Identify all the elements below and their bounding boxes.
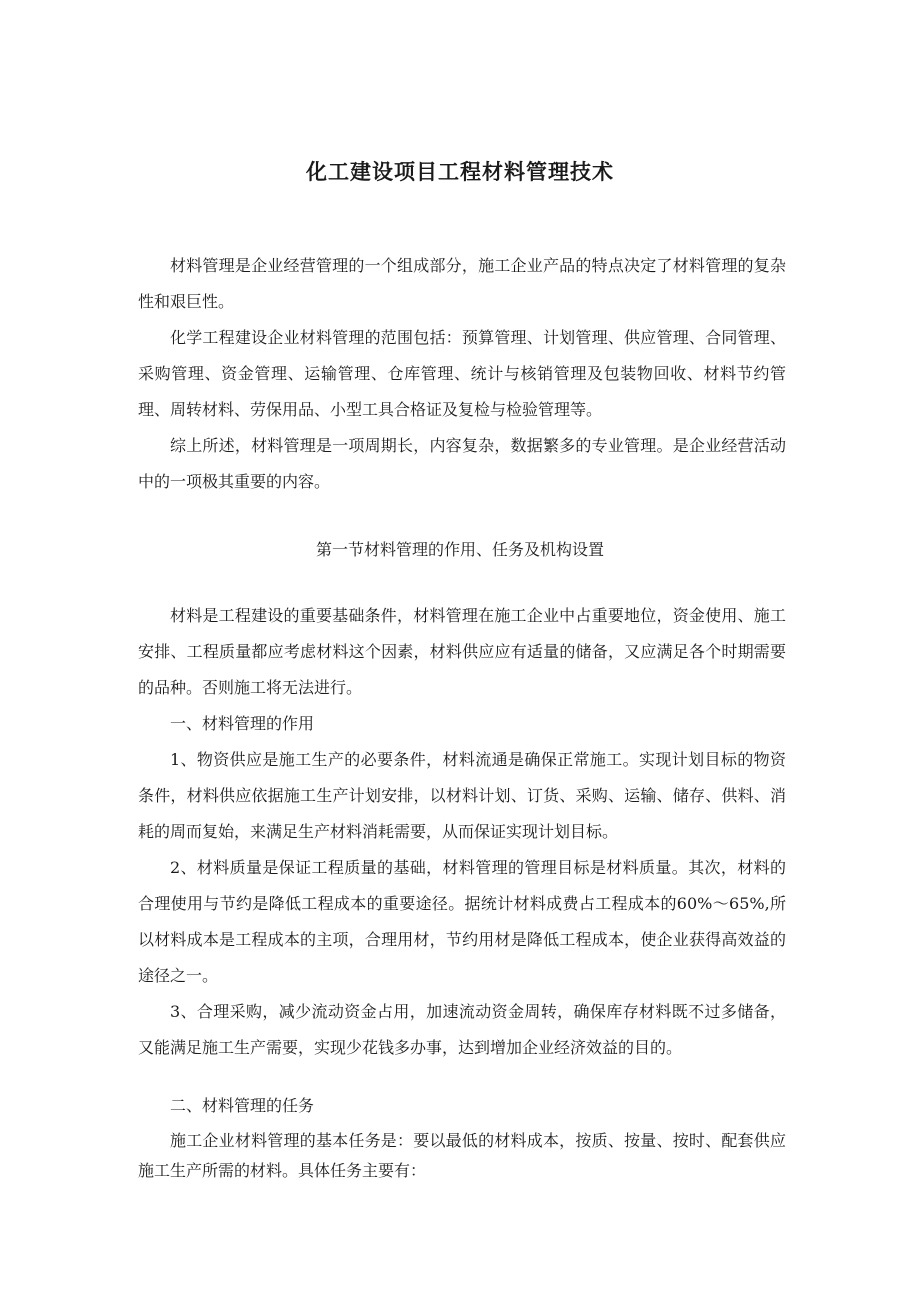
document-title: 化工建设项目工程材料管理技术	[306, 160, 614, 184]
role-item-3: 3、合理采购，减少流动资金占用，加速流动资金周转，确保库存材料既不过多储备，又能满足施工生产需要，实现少花钱多办事，达到增加企业经济效益的目的。	[138, 1002, 786, 1057]
role-heading: 一、材料管理的作用	[170, 714, 315, 733]
task-heading: 二、材料管理的任务	[170, 1096, 315, 1115]
role-item-2: 2、材料质量是保证工程质量的基础，材料管理的管理目标是材料质量。其次，材料的合理使用与节约是降低工程成本的重要途径。据统计材料成费占工程成本的60%～65%,所以材料成本是工程成本的主项，合理用材，节约用材是降低工程成本，使企业获得高效益的途径之一。	[138, 858, 786, 985]
intro-paragraph-2: 化学工程建设企业材料管理的范围包括：预算管理、计划管理、供应管理、合同管理、采购管理、资金管理、运输管理、仓库管理、统计与核销管理及包装物回收、材料节约管理、周转材料、劳保用品、小型工具合格证及复检与检验管理等。	[138, 328, 786, 419]
intro-paragraph-1: 材料管理是企业经营管理的一个组成部分，施工企业产品的特点决定了材料管理的复杂性和艰巨性。	[138, 256, 786, 311]
role-item-1: 1、物资供应是施工生产的必要条件，材料流通是确保正常施工。实现计划目标的物资条件，材料供应依据施工生产计划安排，以材料计划、订货、采购、运输、储存、供料、消耗的周而复始，来满足生产材料消耗需要，从而保证实现计划目标。	[138, 750, 786, 841]
section-title: 第一节材料管理的作用、任务及机构设置	[315, 540, 604, 559]
intro-paragraph-3: 综上所述，材料管理是一项周期长，内容复杂，数据繁多的专业管理。是企业经营活动中的一项极其重要的内容。	[138, 436, 786, 491]
task-intro-paragraph: 施工企业材料管理的基本任务是：要以最低的材料成本，按质、按量、按时、配套供应施工生产所需的材料。具体任务主要有：	[138, 1131, 786, 1180]
section-intro-paragraph: 材料是工程建设的重要基础条件，材料管理在施工企业中占重要地位，资金使用、施工安排、工程质量都应考虑材料这个因素，材料供应应有适量的储备，又应满足各个时期需要的品种。否则施工将无法进行。	[138, 606, 786, 697]
